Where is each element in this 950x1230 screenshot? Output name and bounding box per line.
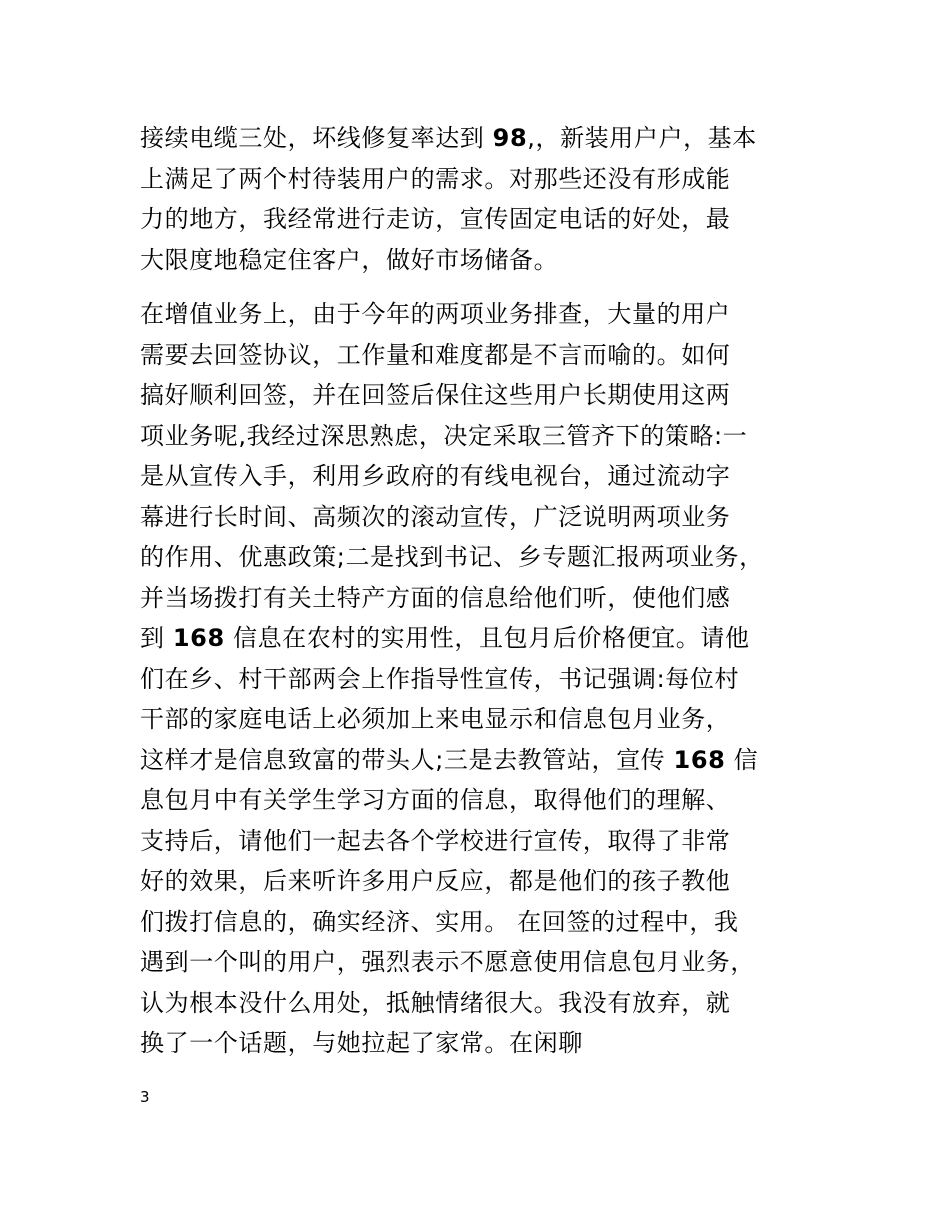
number-emphasis: 168 [673,745,726,774]
text-line [140,118,830,159]
text-segment: 干部的家庭电话上必须加上来电显示和信息包月业务， [140,705,731,733]
text-line [140,618,830,659]
text-line [140,416,830,457]
text-segment: 息包月中有关学生学习方面的信息，取得他们的理解、 [140,786,731,814]
text-line [140,375,830,416]
text-segment: 到 [140,624,173,652]
text-segment: 接续电缆三处，坏线修复率达到 [140,124,493,152]
text-line [140,578,830,619]
text-line [140,199,830,240]
text-line [140,497,830,538]
text-segment: 信 [725,745,759,774]
text-segment: 认为根本没什么用处，抵触情绪很大。我没有放弃，就 [140,988,731,1017]
text-segment: 们拨打信息的，确实经济、实用。 在回签的过程中，我 [140,907,739,936]
text-line [140,983,830,1024]
number-emphasis: 168 [172,624,225,652]
text-line [140,699,830,740]
text-segment: 这样才是信息致富的带头人;三是去教管站，宣传 [140,745,674,774]
text-line [140,902,830,943]
text-segment: 需要去回签协议，工作量和难度都是不言而喻的。如何 [140,340,731,369]
text-line [140,1023,830,1064]
text-segment: 并当场拨打有关土特产方面的信息给他们听，使他们感 [140,583,731,612]
text-line [140,159,830,200]
text-line [140,942,830,983]
text-line [140,240,830,281]
paragraph [140,118,830,280]
text-segment: 们在乡、村干部两会上作指导性宣传，书记强调:每位村 [140,664,740,693]
document-body [140,118,830,1064]
text-segment: 幕进行长时间、高频次的滚动宣传，广泛说明两项业务 [140,502,731,531]
text-line [140,780,830,821]
text-segment: 的作用、优惠政策;二是找到书记、乡专题汇报两项业务， [140,543,764,571]
text-line [140,821,830,862]
text-line [140,294,830,335]
text-segment: 换了一个话题，与她拉起了家常。在闲聊 [140,1029,583,1057]
text-segment: 好的效果，后来听许多用户反应，都是他们的孩子教他 [140,867,731,895]
text-line [140,335,830,376]
number-emphasis: 98 [492,124,528,152]
text-segment: 信息在农村的实用性，且包月后价格便宜。请他 [224,624,750,652]
text-line [140,537,830,578]
text-segment: 大限度地稳定住客户，做好市场储备。 [140,245,559,274]
page-number: 3 [140,1088,150,1106]
text-segment: 搞好顺利回签，并在回签后保住这些用户长期使用这两 [140,381,731,409]
text-segment: 上满足了两个村待装用户的需求。对那些还没有形成能 [140,164,731,193]
text-segment: ,，新装用户户，基本 [527,124,757,152]
text-line [140,861,830,902]
text-segment: 项业务呢,我经过深思熟虑，决定采取三管齐下的策略:一 [140,421,748,450]
text-line [140,659,830,700]
text-segment: 支持后，请他们一起去各个学校进行宣传，取得了非常 [140,826,731,855]
paragraph [140,294,830,1064]
text-segment: 力的地方，我经常进行走访，宣传固定电话的好处，最 [140,205,731,233]
text-segment: 在增值业务上，由于今年的两项业务排查，大量的用户 [140,300,731,328]
text-line [140,456,830,497]
text-line [140,740,830,781]
text-segment: 是从宣传入手，利用乡政府的有线电视台，通过流动字 [140,462,731,490]
text-segment: 遇到一个叫的用户，强烈表示不愿意使用信息包月业务， [140,948,755,976]
